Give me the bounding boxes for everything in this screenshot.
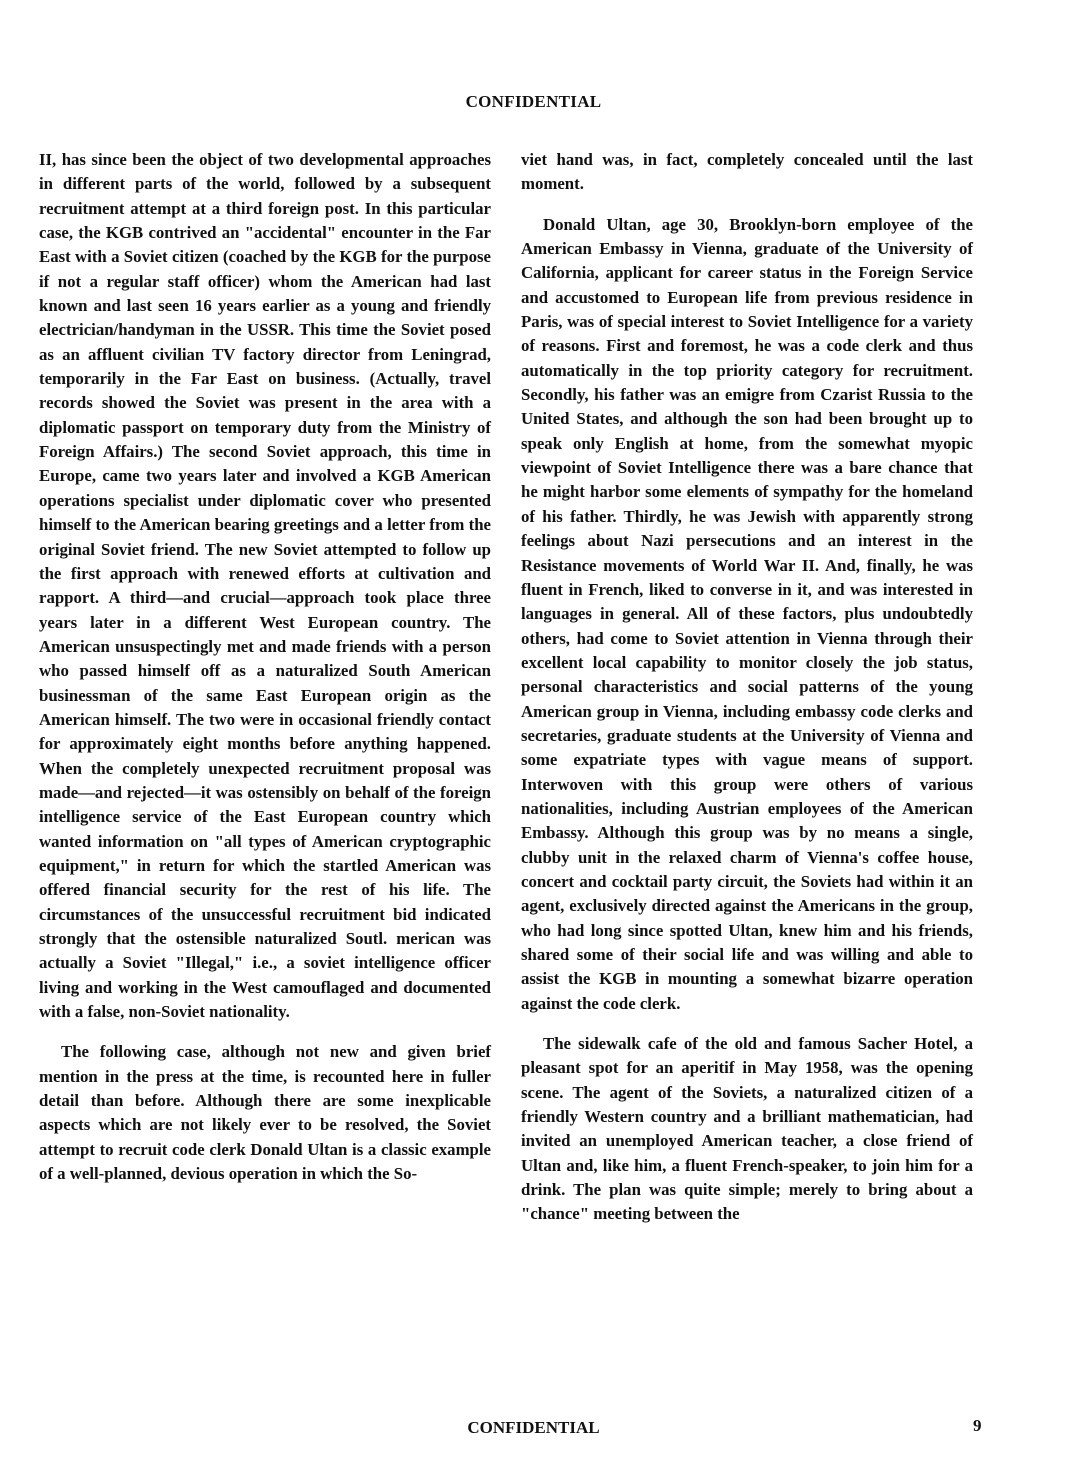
- left-paragraph-1: II, has since been the object of two developmental approaches in different parts of the world, followed by a subsequent recruitment attempt at a third foreign post. In this particular case, the KGB contrived an "accidental" encounter in the Far East with a Soviet citizen (coached by the KGB for the purpose if not a regular staff officer) whom the American had last known and last seen 16 years earlier as a young and friendly electrician/handyman in the USSR. This time the Soviet posed as an affluent civilian TV factory director from Leningrad, temporarily in the Far East on business. (Actually, travel records showed the Soviet was present in the area with a diplomatic passport on temporary duty from the Ministry of Foreign Affairs.) The second Soviet approach, this time in Europe, came two years later and involved a KGB American operations specialist under diplomatic cover who presented himself to the American bearing greetings and a letter from the original Soviet friend. The new Soviet attempted to follow up the first approach with renewed efforts at cultivation and rapport. A third—and crucial—approach took place three years later in a different West European country. The American unsuspectingly met and made friends with a person who passed himself off as a naturalized South American businessman of the same East European origin as the American himself. The two were in occasional friendly contact for approximately eight months before anything happened. When the completely unexpected recruitment proposal was made—and rejected—it was ostensibly on behalf of the foreign intelligence service of the East European country which wanted information on "all types of American cryptographic equipment," in return for which the startled American was offered financial security for the rest of his life. The circumstances of the unsuccessful recruitment bid indicated strongly that the ostensible naturalized Soutl. merican was actually a Soviet "Illegal," i.e., a soviet intelligence officer living and working in the West camouflaged and documented with a false, non-Soviet nationality.: [39, 150, 491, 1022]
- right-paragraph-2: Donald Ultan, age 30, Brooklyn-born employee of the American Embassy in Vienna, graduate of the University of California, applicant for career status in the Foreign Service and accustomed to European life from previous residence in Paris, was of special interest to Soviet Intelligence for a variety of reasons. First and foremost, he was a code clerk and thus automatically in the top priority category for recruitment. Secondly, his father was an emigre from Czarist Russia to the United States, and although the son had been brought up to speak only English at home, from the somewhat myopic viewpoint of Soviet Intelligence there was a bare chance that he might harbor some elements of sympathy for the homeland of his father. Thirdly, he was Jewish with apparently strong feelings about Nazi persecutions and an interest in the Resistance movements of World War II. And, finally, he was fluent in French, liked to converse in it, and was interested in languages in general. All of these factors, plus undoubtedly others, had come to Soviet attention in Vienna through their excellent local capability to monitor closely the job status, personal characteristics and social patterns of the young American group in Vienna, including embassy code clerks and secretaries, graduate students at the University of Vienna and some expatriate types with vague means of support. Interwoven with this group were others of various nationalities, including Austrian employees of the American Embassy. Although this group was by no means a single, clubby unit in the relaxed charm of Vienna's coffee house, concert and cocktail party circuit, the Soviets had within it an agent, exclusively directed against the Americans in the group, who had long since spotted Ultan, knew him and his friends, shared some of their social life and was willing and able to assist the KGB in mounting a somewhat bizarre operation against the code clerk.: [521, 214, 973, 1013]
- footer-classification: CONFIDENTIAL: [467, 1418, 600, 1437]
- header-classification: CONFIDENTIAL: [465, 92, 602, 111]
- right-column: [521, 148, 973, 1243]
- page-number: 9: [973, 1416, 982, 1435]
- left-paragraph-2: The following case, although not new and given brief mention in the press at the time, is recounted here in fuller detail than before. Although there are some inexplicable aspects which are not likely ever to be resolved, the Soviet attempt to recruit code clerk Donald Ultan is a classic example of a well-planned, devious operation in which the So-: [39, 1042, 491, 1184]
- right-paragraph-3: The sidewalk cafe of the old and famous Sacher Hotel, a pleasant spot for an aperitif in May 1958, was the opening scene. The agent of the Soviets, a naturalized citizen of a friendly Western country and a brilliant mathematician, had invited an unemployed American teacher, a close friend of Ultan and, like him, a fluent French-speaker, to join him for a drink. The plan was quite simple; merely to bring about a "chance" meeting between the: [521, 1034, 973, 1224]
- right-paragraph-1: viet hand was, in fact, completely concealed until the last moment.: [521, 150, 973, 194]
- left-column: [39, 148, 491, 1202]
